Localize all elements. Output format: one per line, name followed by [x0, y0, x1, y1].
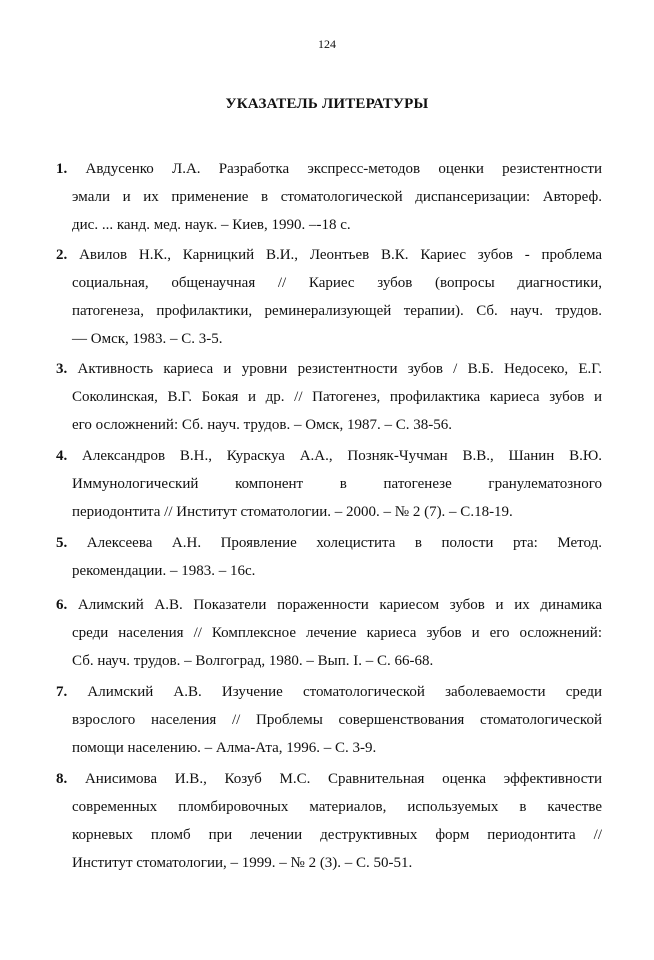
reference-line: — Омск, 1983. – С. 3-5.	[72, 331, 223, 347]
reference-line: Институт стоматологии, – 1999. – № 2 (3). – С. 50-51.	[72, 855, 413, 871]
reference-number: 4.	[56, 448, 82, 464]
reference-item	[56, 442, 602, 526]
reference-line: эмали и их применение в стоматологической диспансеризации: Автореф.	[72, 189, 602, 205]
reference-line: взрослого населения // Проблемы совершенствования стоматологической	[72, 712, 602, 728]
reference-line: Сб. науч. трудов. – Волгоград, 1980. – Вып. I. – С. 66-68.	[72, 653, 434, 669]
reference-line: среди населения // Комплексное лечение кариеса зубов и его осложнений:	[72, 625, 602, 641]
reference-line: Соколинская, В.Г. Бокая и др. // Патогенез, профилактика кариеса зубов и	[72, 389, 602, 405]
reference-line: его осложнений: Сб. науч. трудов. – Омск, 1987. – С. 38-56.	[72, 417, 452, 433]
reference-line: помощи населению. – Алма-Ата, 1996. – С. 3-9.	[72, 740, 377, 756]
reference-number: 3.	[56, 361, 78, 377]
reference-line	[56, 241, 602, 269]
reference-item	[56, 241, 602, 353]
reference-line: дис. ... канд. мед. наук. – Киев, 1990. –-18 с.	[72, 217, 351, 233]
reference-number: 6.	[56, 597, 78, 613]
reference-text: Авдусенко Л.А. Разработка экспресс-методов оценки резистентности	[85, 161, 603, 177]
reference-text: Алимский А.В. Показатели пораженности кариесом зубов и их динамика	[77, 597, 602, 613]
reference-text: Алексеева А.Н. Проявление холецистита в полости рта: Метод.	[86, 535, 602, 551]
reference-text: Авилов Н.К., Карницкий В.И., Леонтьев В.К. Кариес зубов - проблема	[79, 247, 603, 263]
reference-line	[56, 355, 602, 383]
reference-text: Александров В.Н., Кураскуа А.А., Позняк-Чучман В.В., Шанин В.Ю.	[82, 448, 602, 464]
reference-line	[56, 765, 602, 793]
reference-text: Активность кариеса и уровни резистентности зубов / В.Б. Недосеко, Е.Г.	[77, 361, 603, 377]
page-title: УКАЗАТЕЛЬ ЛИТЕРАТУРЫ	[225, 96, 429, 112]
reference-line	[56, 155, 602, 183]
reference-item	[56, 678, 602, 762]
reference-item	[56, 155, 602, 239]
reference-line: Иммунологический компонент в патогенезе гранулематозного	[72, 476, 602, 492]
page-number: 124	[318, 37, 336, 51]
reference-line: корневых пломб при лечении деструктивных форм периодонтита //	[72, 827, 602, 843]
reference-line: современных пломбировочных материалов, используемых в качестве	[72, 799, 602, 815]
reference-item	[56, 591, 602, 675]
reference-item	[56, 765, 602, 877]
reference-line	[56, 678, 602, 706]
reference-line: патогенеза, профилактики, реминерализующей терапии). Сб. науч. трудов.	[72, 303, 602, 319]
reference-line: периодонтита // Институт стоматологии. – 2000. – № 2 (7). – С.18-19.	[72, 504, 513, 520]
reference-number: 5.	[56, 535, 87, 551]
reference-number: 7.	[56, 684, 88, 700]
reference-line	[56, 442, 602, 470]
reference-number: 8.	[56, 771, 85, 787]
reference-item	[56, 355, 602, 439]
reference-number: 2.	[56, 247, 80, 263]
reference-text: Анисимова И.В., Козуб М.С. Сравнительная оценка эффективности	[84, 771, 602, 787]
reference-line	[56, 591, 602, 619]
reference-text: Алимский А.В. Изучение стоматологической заболеваемости среди	[87, 684, 603, 700]
reference-number: 1.	[56, 161, 86, 177]
reference-item	[56, 529, 602, 585]
reference-line: рекомендации. – 1983. – 16с.	[72, 563, 256, 579]
reference-line: социальная, общенаучная // Кариес зубов (вопросы диагностики,	[72, 275, 602, 291]
reference-line	[56, 529, 602, 557]
